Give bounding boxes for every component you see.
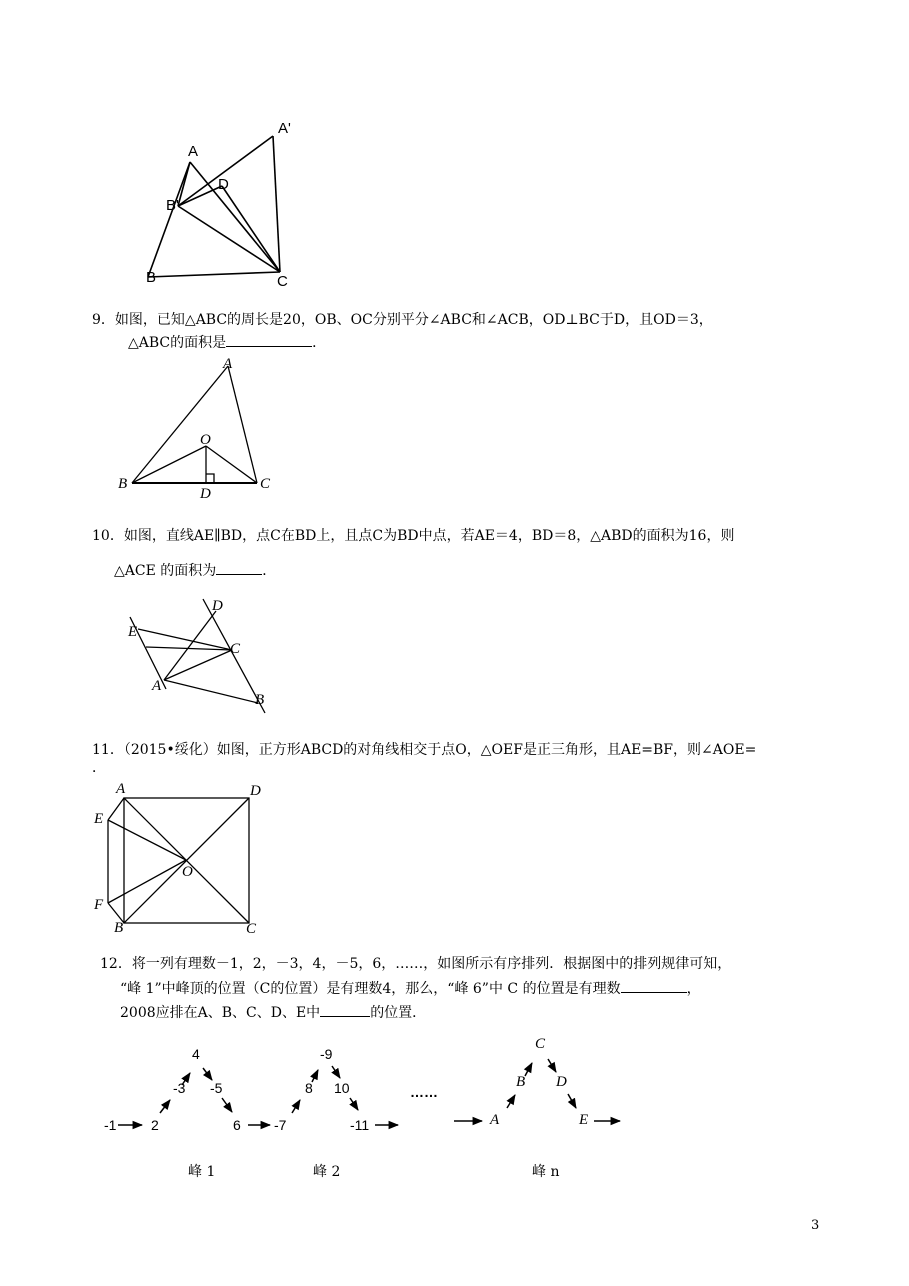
fig11-label-C: C (246, 921, 257, 937)
peak1-value-2: 2 (151, 1117, 159, 1133)
question-12-end: 的位置． (370, 1005, 427, 1021)
question-10-text: 如图，直线AE∥BD，点C在BD上，且点C为BD中点，若AE＝4，BD＝8，△ABD的面积为16，则 (123, 528, 735, 544)
fig8-label-B: B (146, 269, 157, 286)
fig8-label-C: C (277, 273, 288, 290)
fig11-label-F: F (94, 897, 104, 913)
peak-caption-1: 峰 1 (188, 1164, 216, 1180)
fig11-label-O: O (182, 864, 193, 880)
peak1-value-neg1: -1 (104, 1117, 117, 1133)
question-11-text: （2015•绥化）如图，正方形ABCD的对角线相交于点O，△OEF是正三角形，且AE=BF，则∠AOE= (123, 742, 757, 758)
fig11-label-D: D (250, 783, 261, 799)
peak-ellipsis: …… (410, 1084, 438, 1100)
fig9-label-O: O (200, 432, 211, 448)
peak-caption-2: 峰 2 (313, 1164, 341, 1180)
peak2-value-neg7: -7 (274, 1117, 287, 1133)
question-9-period: ． (312, 335, 327, 351)
fig9-label-A: A (223, 356, 233, 372)
peak2-value-neg11: -11 (350, 1117, 370, 1133)
fig10-label-D: D (212, 598, 223, 614)
fig8-label-A: A (188, 143, 199, 160)
fig9-label-B: B (118, 476, 128, 492)
question-10-number: 10． (92, 528, 124, 544)
fig10-label-E: E (128, 624, 138, 640)
question-10-prompt: △ACE 的面积为 (114, 563, 217, 579)
question-11-number: 11． (92, 742, 124, 758)
fig10-label-A: A (152, 678, 162, 694)
fig10-label-C: C (230, 641, 241, 657)
question-12-comma: ， (686, 981, 701, 997)
question-12-text: 将一列有理数－1，2，－3，4，－5，6，……，如图所示有序排列．根据图中的排列规律可知， (131, 956, 732, 972)
fig11-label-B: B (114, 920, 124, 936)
fig11-label-A: A (116, 781, 126, 797)
fig8-label-B-prime: B' (166, 197, 179, 214)
question-11-period: ． (92, 760, 106, 776)
peak2-value-10: 10 (334, 1080, 350, 1096)
peakn-label-D: D (556, 1074, 567, 1090)
peakn-label-E: E (579, 1112, 589, 1128)
fig10-label-B: B (255, 692, 265, 708)
question-12-prompt-a: “峰 1”中峰顶的位置（C的位置）是有理数4，那么，“峰 6”中 C 的位置是有理数 (120, 981, 621, 997)
peak1-value-4: 4 (192, 1046, 200, 1062)
question-12-number: 12． (100, 956, 132, 972)
fig9-label-C: C (260, 476, 271, 492)
question-9-prompt: △ABC的面积是 (128, 335, 227, 351)
question-9-text: 如图，已知△ABC的周长是20，OB、OC分别平分∠ABC和∠ACB，OD⊥BC于D，且OD＝3， (114, 312, 713, 328)
peakn-label-C: C (535, 1036, 546, 1052)
peak1-value-neg3: -3 (173, 1080, 186, 1096)
fig8-label-D: D (218, 176, 229, 193)
question-9-number: 9． (92, 312, 115, 328)
page-number: 3 (811, 1218, 820, 1233)
question-10-period: ． (262, 563, 277, 579)
fig9-label-D: D (200, 486, 211, 502)
peak1-value-6: 6 (233, 1117, 241, 1133)
peak1-value-neg5: -5 (210, 1080, 223, 1096)
peak-caption-n: 峰 n (532, 1164, 560, 1180)
peakn-label-A: A (490, 1112, 500, 1128)
peakn-label-B: B (516, 1074, 526, 1090)
fig11-label-E: E (94, 811, 104, 827)
peak2-value-neg9: -9 (320, 1046, 333, 1062)
question-12-prompt-b: 2008应排在A、B、C、D、E中 (120, 1005, 321, 1021)
peak2-value-8: 8 (305, 1080, 313, 1096)
fig8-label-A-prime: A' (278, 120, 291, 137)
